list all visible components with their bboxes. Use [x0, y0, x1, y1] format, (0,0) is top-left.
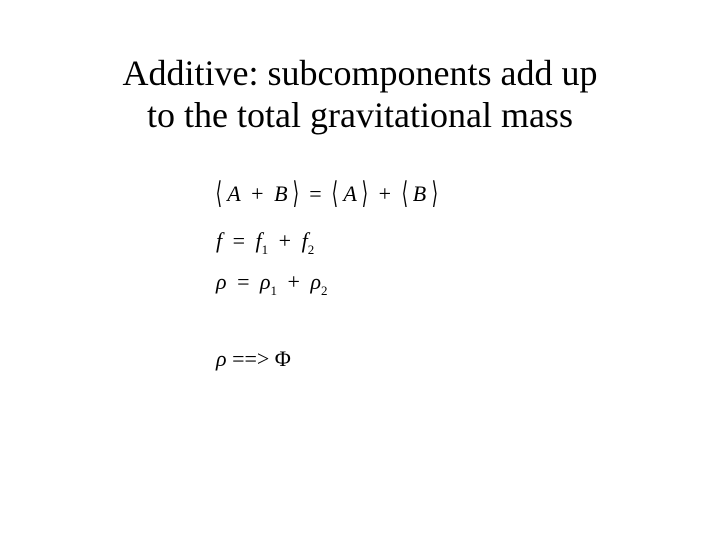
left-angle-bracket: ⟨: [215, 177, 223, 210]
subscript-2: 2: [307, 242, 315, 257]
subscript-1: 1: [270, 283, 278, 298]
plus-sign: +: [251, 181, 264, 206]
implies-arrow: ==>: [232, 346, 270, 371]
slide-title: [0, 52, 720, 136]
var-f2: f: [301, 228, 308, 253]
right-angle-bracket: ⟩: [292, 177, 300, 210]
equation-f-sum: [216, 228, 315, 257]
plus-sign: +: [287, 269, 300, 294]
equals-sign: =: [232, 228, 246, 253]
var-rho2: ρ: [310, 269, 322, 294]
var-rho: ρ: [216, 269, 227, 294]
left-angle-bracket: ⟨: [401, 177, 408, 210]
equals-sign: =: [309, 181, 322, 206]
title-line-2: to the total gravitational mass: [147, 95, 573, 135]
var-b: B: [412, 181, 427, 206]
var-rho1: ρ: [259, 269, 271, 294]
left-angle-bracket: ⟨: [331, 177, 339, 210]
equation-rho-to-phi: [216, 346, 291, 372]
title-line-1: Additive: subcomponents add up: [122, 53, 598, 93]
plus-sign: +: [278, 228, 292, 253]
var-a: A: [343, 181, 357, 206]
equals-sign: =: [237, 269, 250, 294]
right-angle-bracket: ⟩: [361, 177, 369, 210]
subscript-1: 1: [261, 242, 269, 257]
var-f: f: [216, 228, 223, 253]
var-a: A: [227, 181, 241, 206]
var-rho: ρ: [216, 346, 227, 371]
var-phi: Φ: [274, 346, 291, 371]
var-f1: f: [255, 228, 262, 253]
right-angle-bracket: ⟩: [431, 177, 438, 210]
equation-rho-sum: [216, 269, 328, 298]
equation-expectation-additivity: [215, 177, 438, 210]
subscript-2: 2: [321, 283, 328, 298]
var-b: B: [274, 181, 288, 206]
plus-sign: +: [378, 181, 391, 206]
